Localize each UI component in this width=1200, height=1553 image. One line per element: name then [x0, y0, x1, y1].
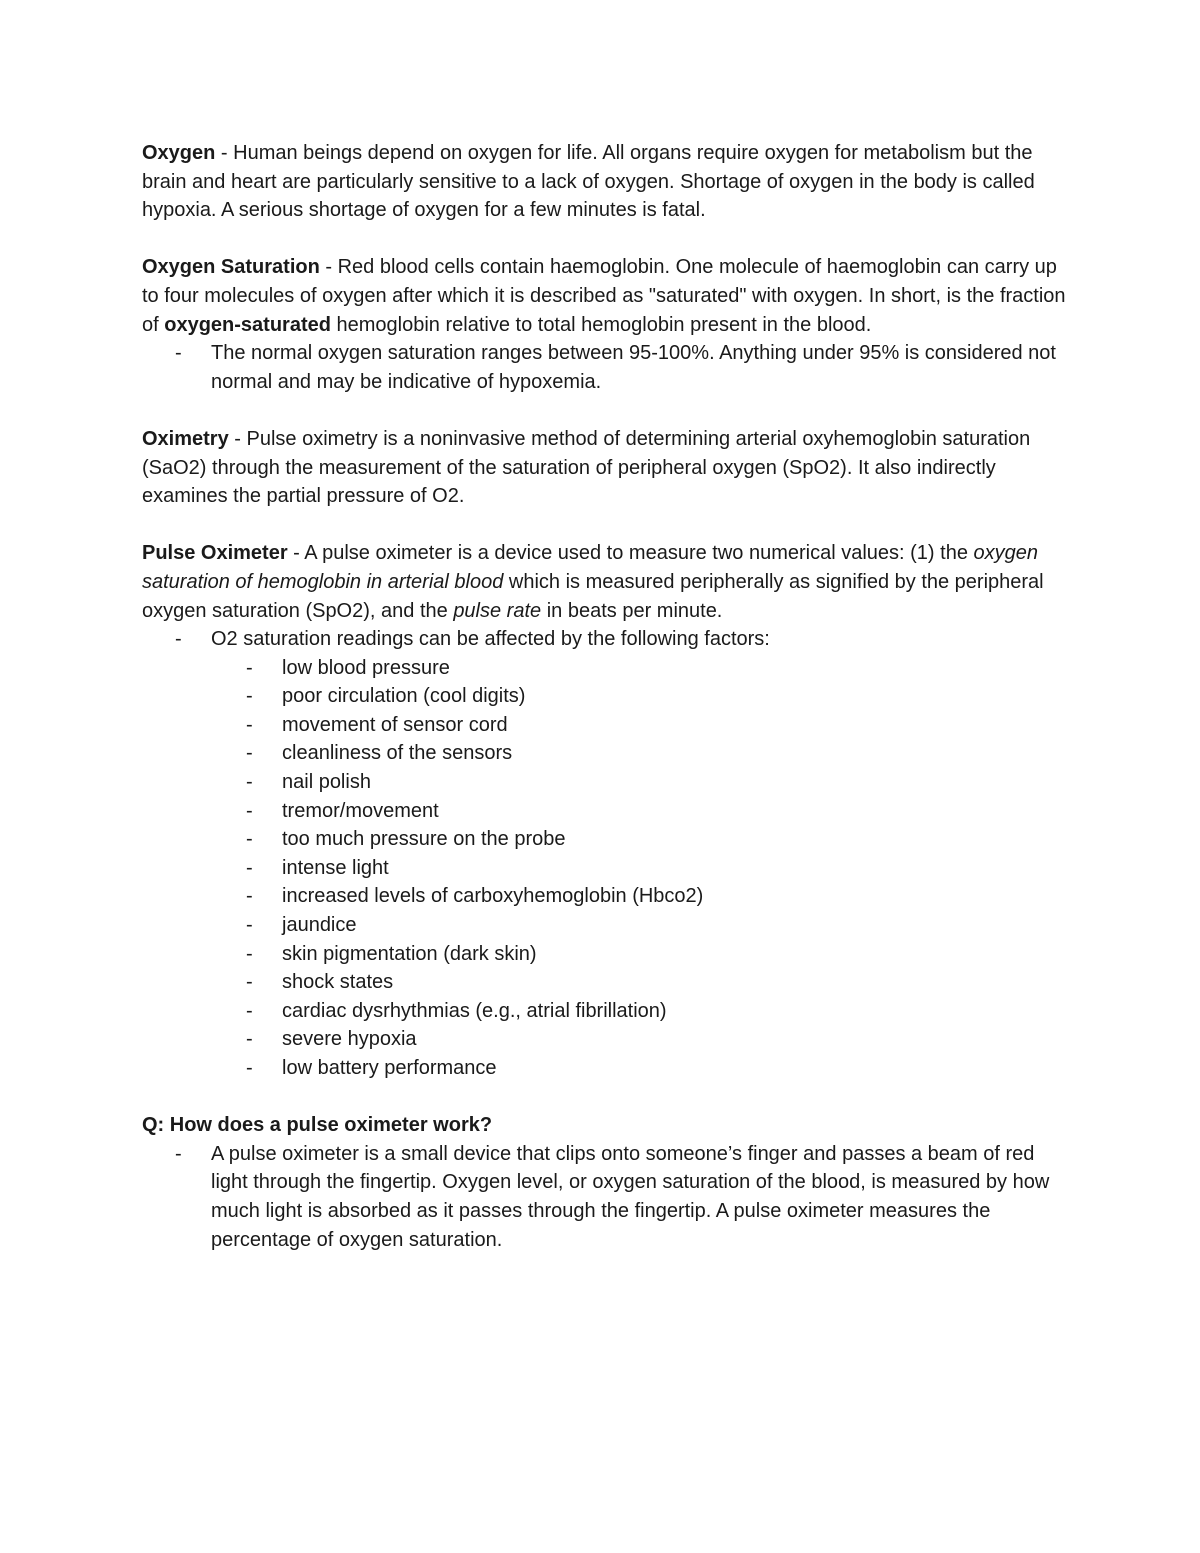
- question-answer-list: [142, 1140, 1072, 1254]
- pulse-oximeter-definition-part-1: - A pulse oximeter is a device used to measure two numerical values: (1) the: [287, 542, 974, 565]
- spacer: [142, 396, 1072, 425]
- pulse-oximeter-italic-phrase-2: pulse rate: [453, 599, 542, 622]
- factor-item: - nail polish: [142, 768, 1072, 797]
- saturation-definition-part-2: hemoglobin relative to total hemoglobin present in the blood.: [330, 313, 872, 336]
- pulse-oximeter-definition-part-3: in beats per minute.: [541, 599, 723, 622]
- spacer: [142, 511, 1072, 540]
- factor-item: - increased levels of carboxyhemoglobin (Hbco2): [142, 882, 1072, 911]
- spacer: [142, 1083, 1072, 1112]
- factor-item: - too much pressure on the probe: [142, 825, 1072, 854]
- factor-item: - movement of sensor cord: [142, 711, 1072, 740]
- factor-item: - low battery performance: [142, 1054, 1072, 1083]
- question-answer: - A pulse oximeter is a small device that clips onto someone’s finger and passes a beam of red light through the fingertip. Oxygen level, or oxygen saturation of the blood, is measured by how much light is absorbed as it passes through the fingertip. A pulse oximeter measures the percentage of oxygen saturation.: [142, 1140, 1072, 1254]
- oxygen-definition: - Human beings depend on oxygen for life. All organs require oxygen for metabolism but the brain and heart are particularly sensitive to a lack of oxygen. Shortage of oxygen in the body is called hypoxia. A serious shortage of oxygen for a few minutes is fatal.: [142, 142, 1035, 222]
- saturation-bullet: - The normal oxygen saturation ranges between 95-100%. Anything under 95% is considered not normal and may be indicative of hypoxemia.: [142, 339, 1072, 396]
- factor-item: - tremor/movement: [142, 797, 1072, 826]
- pulse-oximeter-term: Pulse Oximeter: [142, 542, 288, 565]
- factors-list: [142, 654, 1072, 1083]
- pulse-oximeter-bullet-list: [142, 625, 1072, 654]
- factor-item: - poor circulation (cool digits): [142, 682, 1072, 711]
- pulse-oximeter-definition-part-2: which is measured peripherally as signified by the peripheral oxygen saturation (SpO2), and the: [142, 570, 1044, 622]
- pulse-oximeter-bullet: - O2 saturation readings can be affected by the following factors:: [142, 625, 1072, 654]
- pulse-oximeter-paragraph: [142, 539, 1072, 625]
- factor-item: - severe hypoxia: [142, 1025, 1072, 1054]
- saturation-paragraph: [142, 253, 1072, 339]
- factor-item: - cardiac dysrhythmias (e.g., atrial fibrillation): [142, 997, 1072, 1026]
- question-heading: Q: How does a pulse oximeter work?: [142, 1114, 493, 1137]
- factor-item: - skin pigmentation (dark skin): [142, 940, 1072, 969]
- spacer: [142, 225, 1072, 254]
- oximetry-paragraph: [142, 425, 1072, 511]
- oximetry-term: Oximetry: [142, 427, 229, 450]
- document-page: [142, 139, 1072, 1254]
- factor-item: - cleanliness of the sensors: [142, 739, 1072, 768]
- saturation-bullet-list: [142, 339, 1072, 396]
- saturation-bold-phrase: oxygen-saturated: [164, 313, 331, 336]
- oximetry-definition: - Pulse oximetry is a noninvasive method of determining arterial oxyhemoglobin saturation (SaO2) through the measurement of the saturation of peripheral oxygen (SpO2). It also indirectly examines the partial pressure of O2.: [142, 427, 1031, 508]
- factor-item: - intense light: [142, 854, 1072, 883]
- saturation-term: Oxygen Saturation: [142, 256, 320, 279]
- factor-item: - low blood pressure: [142, 654, 1072, 683]
- factor-item: - jaundice: [142, 911, 1072, 940]
- pulse-oximeter-italic-phrase-1: oxygen saturation of hemoglobin in arterial blood: [142, 542, 1039, 593]
- factor-item: - shock states: [142, 968, 1072, 997]
- saturation-definition-part-1: - Red blood cells contain haemoglobin. One molecule of haemoglobin can carry up to four molecules of oxygen after which it is described as "saturated" with oxygen. In short, is the fraction of: [142, 256, 1066, 336]
- oxygen-paragraph: [142, 139, 1072, 225]
- oxygen-term: Oxygen: [142, 142, 216, 164]
